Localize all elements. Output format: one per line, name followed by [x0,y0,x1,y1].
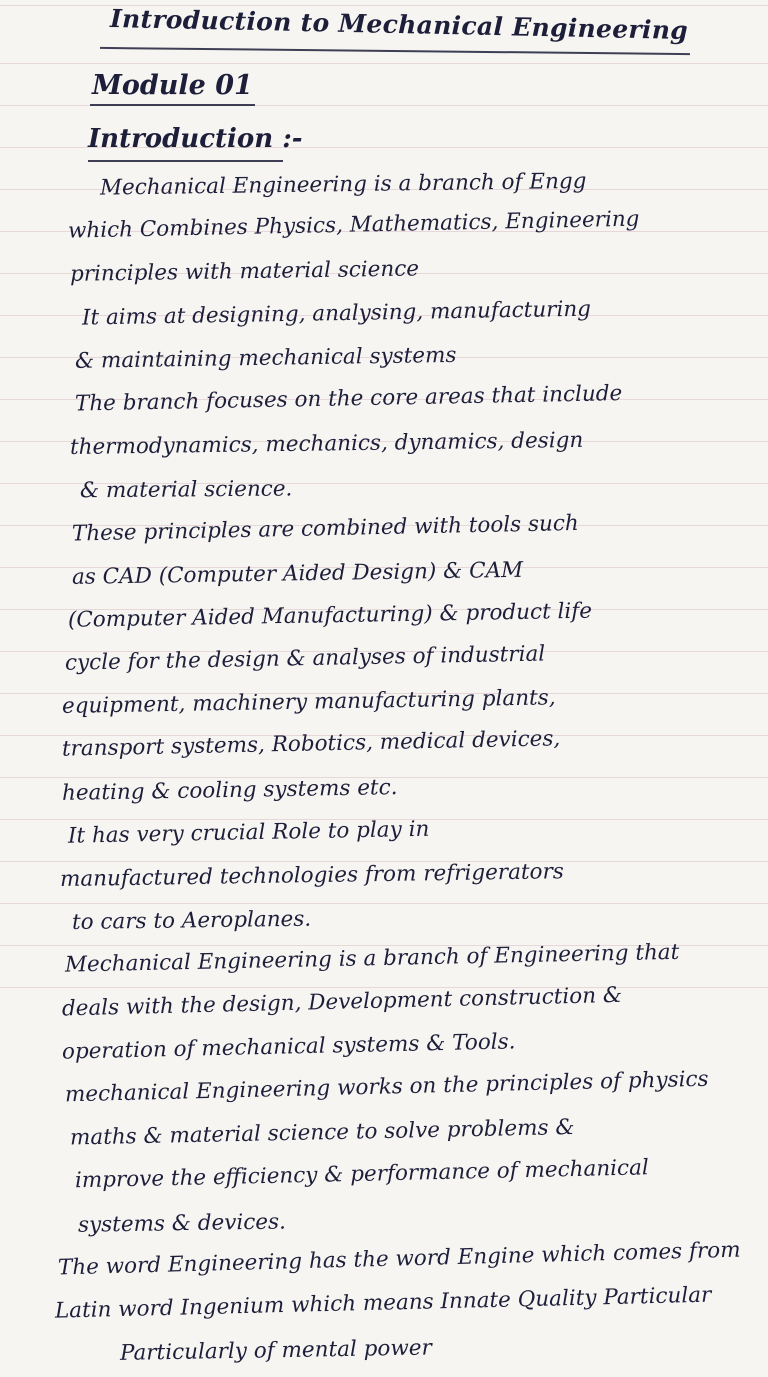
note-line: as CAD (Computer Aided Design) & CAM [71,557,524,590]
note-line: mechanical Engineering works on the principles of physics [64,1066,709,1108]
note-line: transport systems, Robotics, medical devices, [61,726,561,763]
note-line: cycle for the design & analyses of industrial [64,641,546,676]
heading-underline [88,160,283,162]
note-line: equipment, machinery manufacturing plants, [61,685,556,720]
note-line: which Combines Physics, Mathematics, Engineering [67,206,640,244]
page-title: Introduction to Mechanical Engineering [109,3,689,46]
note-line: to cars to Aeroplanes. [71,906,312,936]
note-line: manufactured technologies from refrigerators [59,859,565,893]
note-line: It aims at designing, analysing, manufacturing [81,296,592,331]
note-line: principles with material science [69,256,420,288]
note-line: Latin word Ingenium which means Innate Quality Particular [54,1282,712,1324]
module-label: Module 01 [92,70,253,101]
note-line: These principles are combined with tools such [71,510,580,546]
note-line: The word Engineering has the word Engine which comes from [57,1237,741,1281]
title-underline [100,47,690,55]
note-line: Particularly of mental power [119,1335,432,1366]
note-line: Mechanical Engineering is a branch of Engineering that [64,940,680,979]
handwritten-notes [0,168,768,1377]
note-line: systems & devices. [77,1209,287,1238]
note-line: operation of mechanical systems & Tools. [61,1029,516,1065]
note-line: improve the efficiency & performance of mechanical [74,1155,650,1194]
note-line: Mechanical Engineering is a branch of Engg [99,168,587,201]
module-underline [90,104,255,106]
note-line: heating & cooling systems etc. [61,774,398,806]
note-line: (Computer Aided Manufacturing) & product life [67,598,593,633]
note-line: & maintaining mechanical systems [74,342,457,374]
note-line: & material science. [79,476,293,504]
note-line: The branch focuses on the core areas that include [74,380,623,417]
note-line: maths & material science to solve problems & [69,1115,575,1151]
section-heading: Introduction :- [88,124,303,154]
note-line: deals with the design, Development construction & [61,982,623,1022]
note-line: It has very crucial Role to play in [67,816,430,849]
note-line: thermodynamics, mechanics, dynamics, design [69,427,584,461]
